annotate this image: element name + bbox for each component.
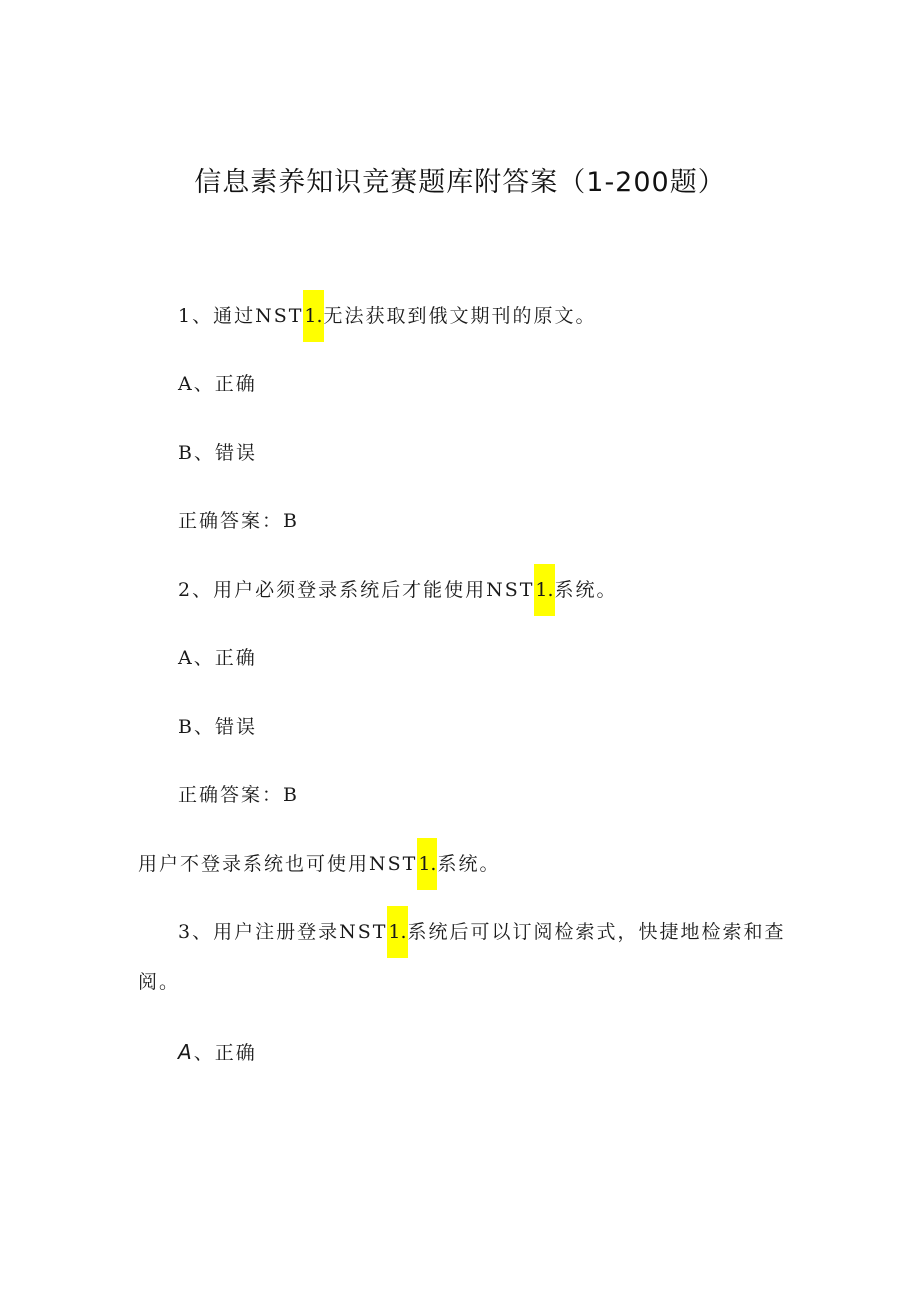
question-1-answer: 正确答案：B (178, 510, 299, 532)
question-3-option-a-letter: A (178, 1040, 194, 1064)
question-1-text-end: 无法获取到俄文期刊的原文。 (323, 305, 597, 327)
question-1-text-start: 1、通过NST (178, 305, 304, 327)
question-2-note (138, 838, 500, 890)
question-2 (178, 564, 618, 616)
question-3-text-start: 3、用户注册登录NST (178, 921, 388, 943)
question-2-note-end: 系统。 (437, 853, 501, 875)
question-2-note-start: 用户不登录系统也可使用NST (138, 853, 418, 875)
highlight-mark: 1. (303, 290, 323, 342)
question-3-option-a (178, 1026, 257, 1078)
question-1-option-a: A、正确 (178, 373, 257, 395)
question-2-option-a: A、正确 (178, 647, 257, 669)
question-3-continuation: 阅。 (138, 971, 181, 993)
question-2-text-end: 系统。 (554, 579, 618, 601)
question-3-text-end: 系统后可以订阅检索式，快捷地检索和查 (407, 921, 786, 943)
document-title: 信息素养知识竞赛题库附答案（1-200题） (194, 167, 726, 198)
highlight-mark: 1. (417, 838, 437, 890)
question-3 (178, 906, 786, 958)
question-1 (178, 290, 597, 342)
question-2-answer: 正确答案：B (178, 784, 299, 806)
highlight-mark: 1. (534, 564, 554, 616)
question-2-text-start: 2、用户必须登录系统后才能使用NST (178, 579, 535, 601)
question-3-option-a-text: 、正确 (193, 1042, 257, 1064)
question-1-option-b: B、错误 (178, 442, 257, 464)
highlight-mark: 1. (387, 906, 407, 958)
question-2-option-b: B、错误 (178, 716, 257, 738)
